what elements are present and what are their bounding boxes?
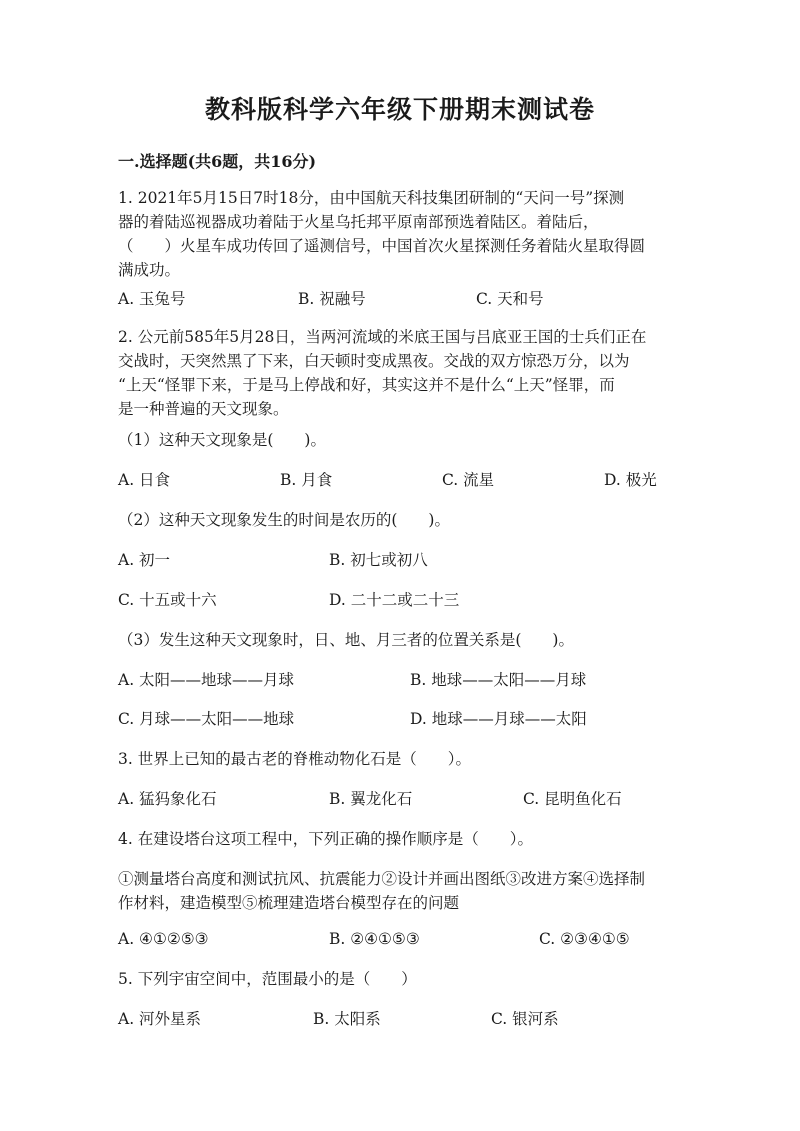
option-c[interactable]: C. 月球——太阳——地球 bbox=[118, 710, 295, 728]
question-2-sub-2-options-row-2 bbox=[118, 588, 718, 612]
option-c[interactable]: C. 天和号 bbox=[476, 290, 544, 308]
option-a[interactable]: A. 初一 bbox=[118, 551, 171, 569]
question-4-stem: 4. 在建设塔台这项工程中，下列正确的操作顺序是（ ）。 bbox=[118, 830, 533, 848]
question-1-line: 1. 2021年5月15日7时18分，由中国航天科技集团研制的“天问一号”探测 bbox=[118, 189, 625, 207]
question-2-sub-2-options-row-1 bbox=[118, 548, 718, 572]
question-4-body bbox=[118, 867, 684, 915]
option-c[interactable]: C. 流星 bbox=[442, 471, 495, 489]
question-3-stem: 3. 世界上已知的最古老的脊椎动物化石是（ ）。 bbox=[118, 750, 471, 768]
option-b[interactable]: B. 月食 bbox=[280, 471, 333, 489]
option-b[interactable]: B. 祝融号 bbox=[298, 290, 366, 308]
option-b[interactable]: B. 初七或初八 bbox=[329, 551, 428, 569]
option-a[interactable]: A. 河外星系 bbox=[118, 1010, 202, 1028]
question-5-options bbox=[118, 1007, 718, 1031]
question-1-line: （ ）火星车成功传回了遥测信号，中国首次火星探测任务着陆火星取得圆 bbox=[118, 237, 646, 255]
option-a[interactable]: A. 太阳——地球——月球 bbox=[118, 671, 295, 689]
question-2-sub-2: （2）这种天文现象发生的时间是农历的( )。 bbox=[118, 511, 450, 529]
option-b[interactable]: B. 翼龙化石 bbox=[329, 790, 413, 808]
section-heading: 一.选择题(共6题，共16分) bbox=[118, 152, 317, 171]
question-2-line: 交战时，天突然黑了下来，白天顿时变成黑夜。交战的双方惊恐万分，以为 bbox=[118, 352, 630, 370]
option-a[interactable]: A. 猛犸象化石 bbox=[118, 790, 217, 808]
question-1-line: 器的着陆巡视器成功着陆于火星乌托邦平原南部预选着陆区。着陆后， bbox=[118, 213, 599, 231]
option-b[interactable]: B. 地球——太阳——月球 bbox=[410, 671, 587, 689]
question-2-sub-3: （3）发生这种天文现象时，日、地、月三者的位置关系是( )。 bbox=[118, 631, 574, 649]
question-2-sub-1-options bbox=[118, 468, 718, 492]
option-d[interactable]: D. 二十二或二十三 bbox=[329, 591, 460, 609]
question-2-line: “上天“怪罪下来，于是马上停战和好，其实这并不是什么“上天”怪罪，而 bbox=[118, 376, 615, 394]
option-b[interactable]: B. 太阳系 bbox=[313, 1010, 381, 1028]
option-d[interactable]: D. 地球——月球——太阳 bbox=[410, 710, 587, 728]
option-c[interactable]: C. 十五或十六 bbox=[118, 591, 217, 609]
question-2-stem bbox=[118, 325, 684, 421]
question-2-sub-3-options-row-2 bbox=[118, 707, 718, 731]
question-2-line: 是一种普遍的天文现象。 bbox=[118, 400, 289, 418]
option-a[interactable]: A. 日食 bbox=[118, 471, 171, 489]
option-a[interactable]: A. ④①②⑤③ bbox=[118, 930, 209, 948]
question-4-line: ①测量塔台高度和测试抗风、抗震能力②设计并画出图纸③改进方案④选择制 bbox=[118, 870, 646, 888]
option-c[interactable]: C. 昆明鱼化石 bbox=[523, 790, 622, 808]
option-a[interactable]: A. 玉兔号 bbox=[118, 290, 186, 308]
page-title: 教科版科学六年级下册期末测试卷 bbox=[204, 95, 595, 124]
option-d[interactable]: D. 极光 bbox=[604, 471, 657, 489]
question-3-options bbox=[118, 787, 718, 811]
question-2-sub-3-options-row-1 bbox=[118, 668, 718, 692]
question-2-line: 2. 公元前585年5月28日，当两河流域的米底王国与吕底亚王国的士兵们正在 bbox=[118, 328, 647, 346]
option-c[interactable]: C. ②③④①⑤ bbox=[539, 930, 630, 948]
option-b[interactable]: B. ②④①⑤③ bbox=[329, 930, 420, 948]
question-1-options bbox=[118, 287, 718, 311]
question-4-options bbox=[118, 927, 718, 951]
question-1-stem bbox=[118, 186, 684, 282]
question-4-line: 作材料，建造模型⑤梳理建造塔台模型存在的问题 bbox=[118, 894, 460, 912]
option-c[interactable]: C. 银河系 bbox=[491, 1010, 559, 1028]
question-5-stem: 5. 下列宇宙空间中，范围最小的是（ ） bbox=[118, 970, 417, 988]
question-2-sub-1: （1）这种天文现象是( )。 bbox=[118, 431, 326, 449]
question-1-line: 满成功。 bbox=[118, 261, 181, 279]
